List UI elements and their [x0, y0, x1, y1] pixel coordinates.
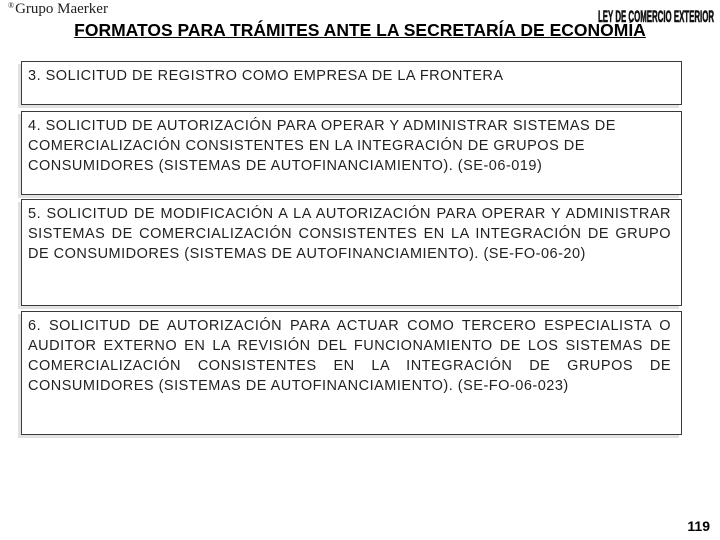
form-item-5: 5. SOLICITUD DE MODIFICACIÓN A LA AUTORIZACIÓN PARA OPERAR Y ADMINISTRAR SISTEMAS DE COMERCIALIZACIÓN CONSISTENTES EN LA INTEGRACIÓN DE GRUPO DE CONSUMIDORES (SISTEMAS DE AUTOFINANCIAMIENTO). (SE-FO-06-20) [21, 199, 682, 306]
form-item-4: 4. SOLICITUD DE AUTORIZACIÓN PARA OPERAR Y ADMINISTRAR SISTEMAS DE COMERCIALIZACIÓN CONSISTENTES EN LA INTEGRACIÓN DE GRUPOS DE CONSUMIDORES (SISTEMAS DE AUTOFINANCIAMIENTO). (SE-06-019) [21, 111, 682, 195]
brand-logo [8, 1, 108, 18]
page-title: FORMATOS PARA TRÁMITES ANTE LA SECRETARÍA DE ECONOMÍA [74, 20, 646, 40]
brand-name: Grupo Maerker [15, 1, 108, 17]
logo-text: LEY DE COMERCIO EXTERIOR [598, 7, 714, 26]
page-number: 119 [687, 518, 710, 534]
form-item-3: 3. SOLICITUD DE REGISTRO COMO EMPRESA DE LA FRONTERA [21, 61, 682, 105]
form-item-6: 6. SOLICITUD DE AUTORIZACIÓN PARA ACTUAR COMO TERCERO ESPECIALISTA O AUDITOR EXTERNO EN LA REVISIÓN DEL FUNCIONAMIENTO DE LOS SISTEMAS DE COMERCIALIZACIÓN CONSISTENTES EN LA INTEGRACIÓN DE GRUPOS DE CONSUMIDORES (SISTEMAS DE AUTOFINANCIAMIENTO). (SE-FO-06-023) [21, 311, 682, 435]
registered-mark: ® [8, 1, 15, 10]
